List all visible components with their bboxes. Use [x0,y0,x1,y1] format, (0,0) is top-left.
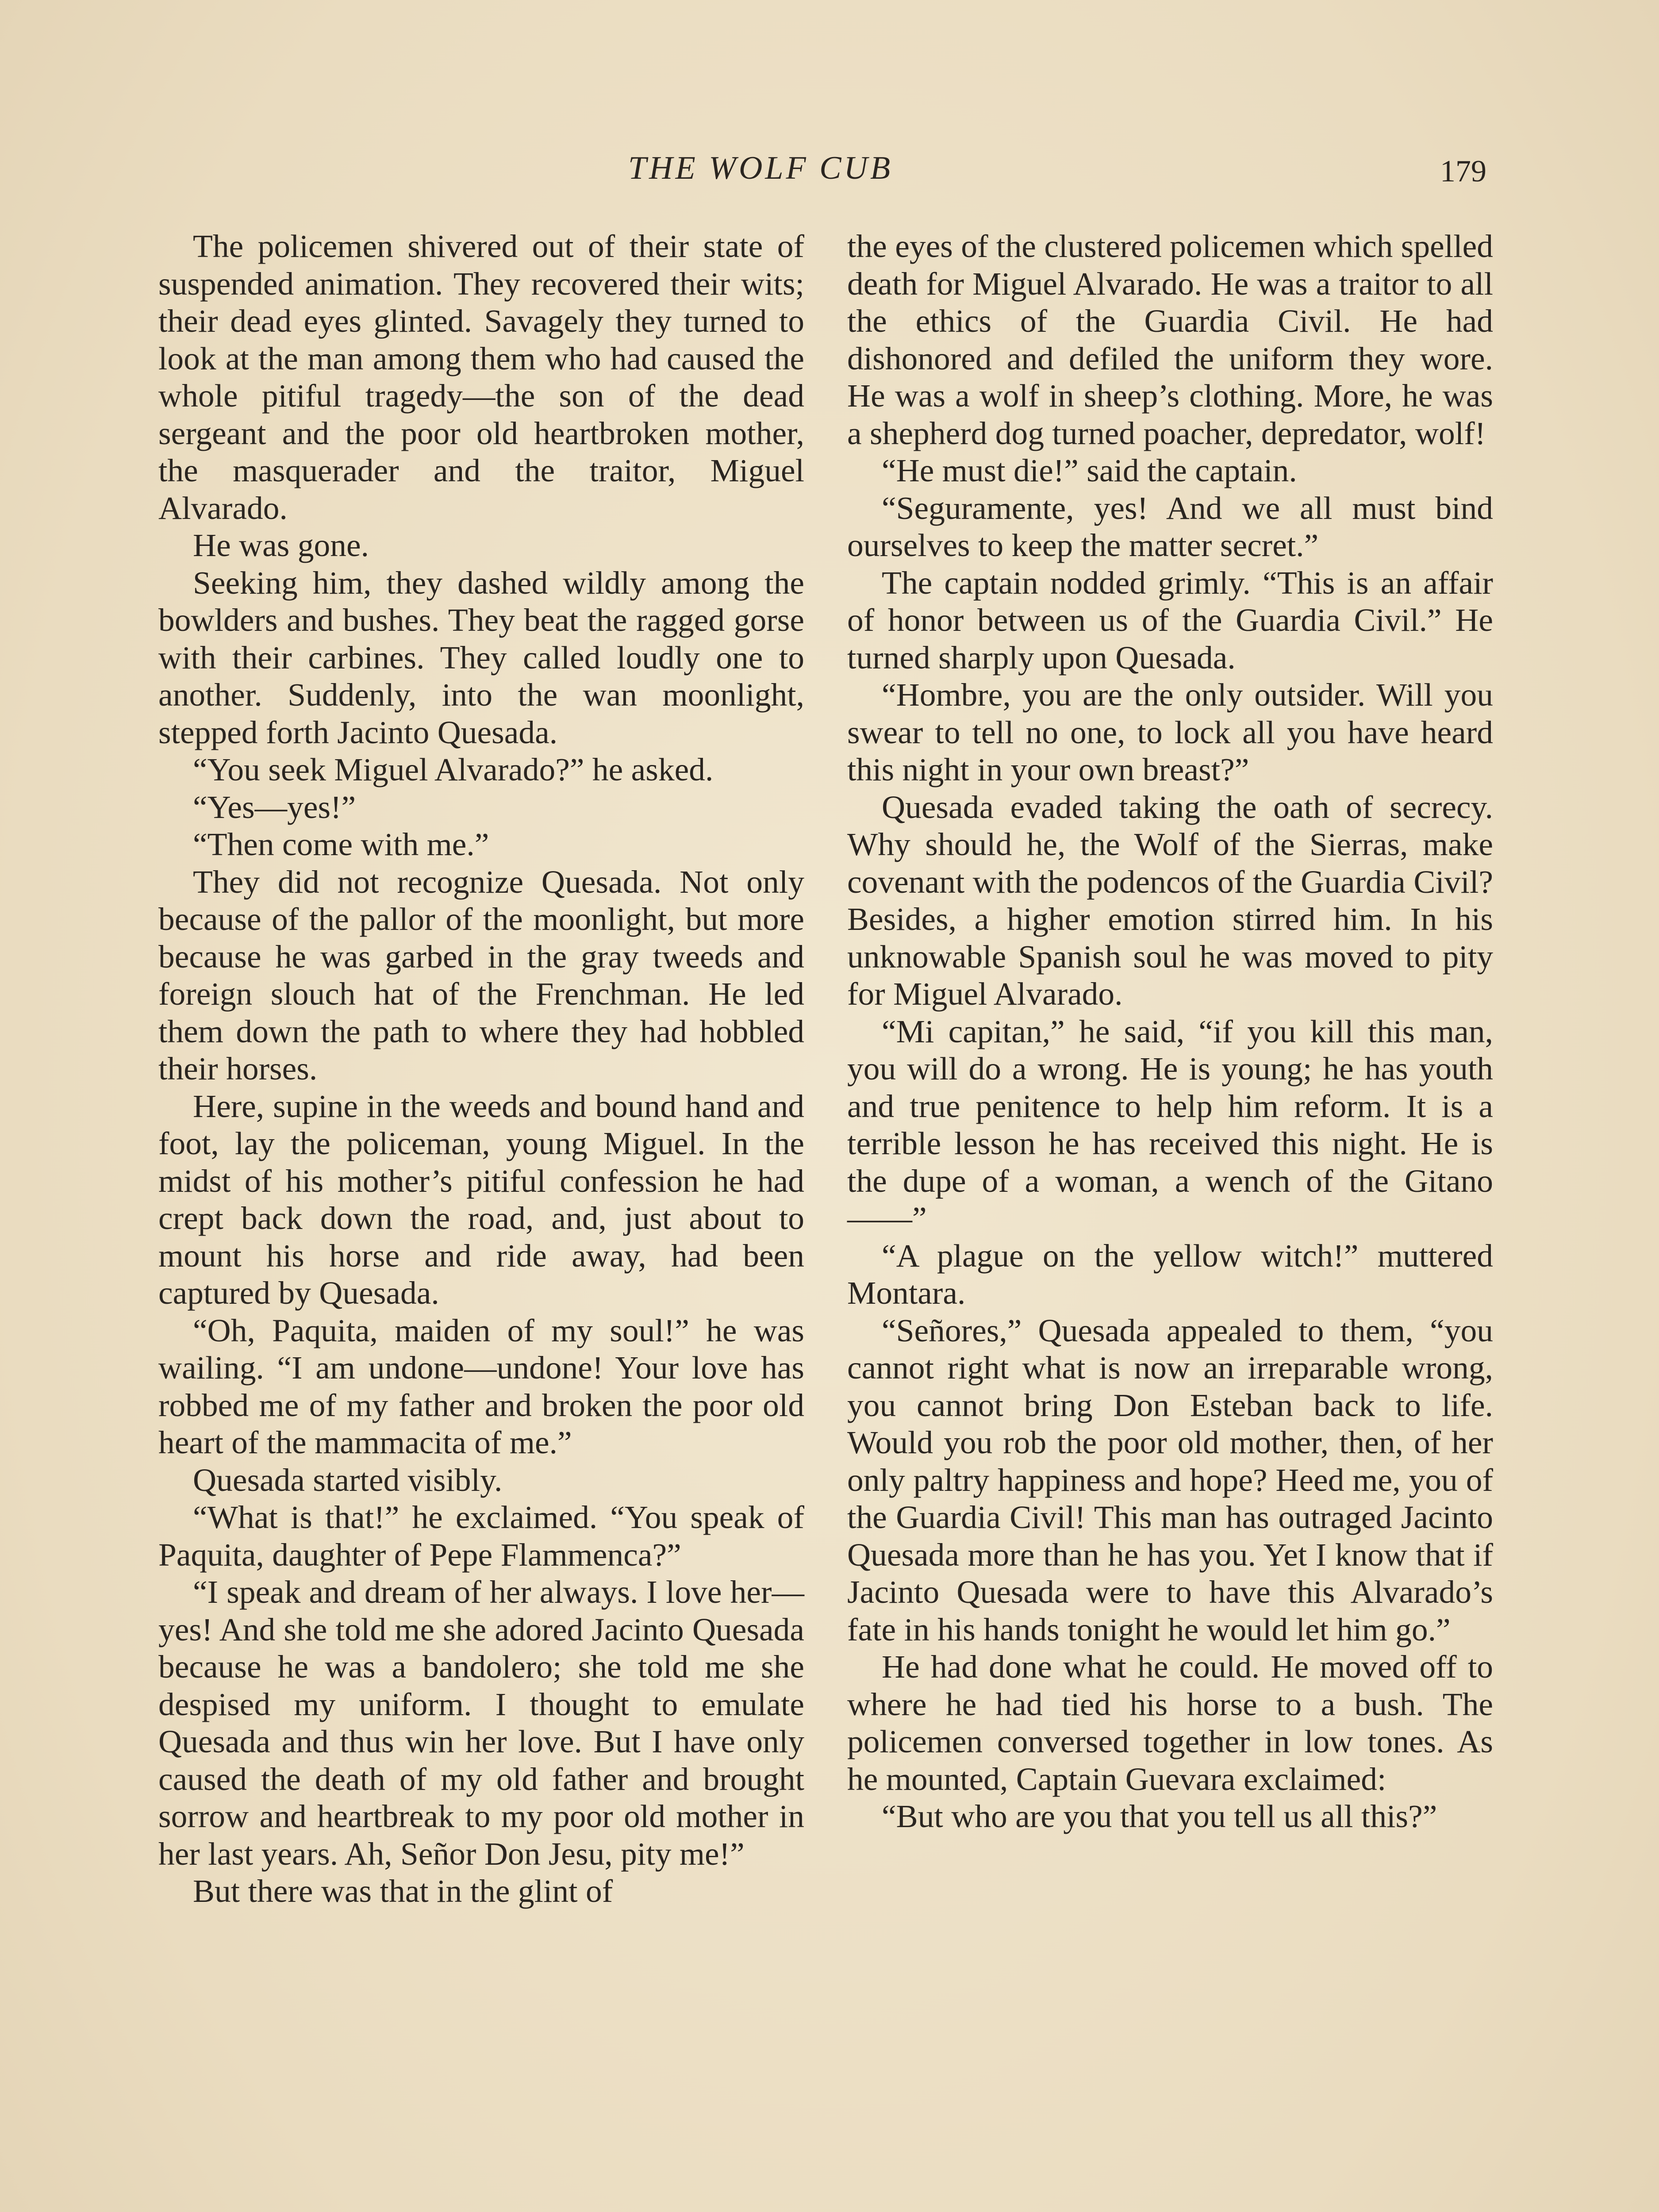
paragraph: “Mi capitan,” he said, “if you kill this man, you will do a wrong. He is young; he has youth and true penitence to help him reform. It is a terrible lesson he has received this night. He is the dupe of a woman, a wench of the Gitano——” [847,1013,1493,1236]
paragraph: “Hombre, you are the only outsider. Will you swear to tell no one, to lock all you have heard this night in your own breast?” [847,677,1493,787]
paragraph: “A plague on the yellow witch!” muttered Montara. [847,1237,1493,1311]
paragraph: “Oh, Paquita, maiden of my soul!” he was wailing. “I am undone—undone! Your love has robbed me of my father and broken the poor old heart of the mammacita of me.” [158,1312,804,1460]
paragraph: “Yes—yes!” [193,789,356,825]
paragraph: Quesada started visibly. [193,1462,503,1498]
paragraph: The captain nodded grimly. “This is an affair of honor between us of the Guardia Civil.” He turned sharply upon Quesada. [847,565,1493,676]
paragraph: “Señores,” Quesada appealed to them, “you cannot right what is now an irreparable wrong, you cannot bring Don Esteban back to life. Would you rob the poor old mother, then, of her only paltry happiness and hope? Heed me, you of the Guardia Civil! This man has outraged Jacinto Quesada more than he has you. Yet I know that if Jacinto Quesada were to have this Alvarado’s fate in his hands tonight he would let him go.” [847,1312,1493,1647]
paragraph: But there was that in the glint of [193,1873,613,1909]
paragraph: “Then come with me.” [193,826,489,862]
paragraph: “What is that!” he exclaimed. “You speak of Paquita, daughter of Pepe Flammenca?” [158,1499,804,1573]
running-head [0,146,1659,190]
paragraph: “But who are you that you tell us all this?” [882,1798,1437,1834]
paragraph: Here, supine in the weeds and bound hand and foot, lay the policeman, young Miguel. In the midst of his mother’s pitiful confession he had crept back down the road, and, just about to mount his horse and ride away, had been captured by Quesada. [158,1088,804,1311]
paragraph: He had done what he could. He moved off to where he had tied his horse to a bush. The policemen conversed together in low tones. As he mounted, Captain Guevara exclaimed: [847,1649,1493,1797]
paragraph: They did not recognize Quesada. Not only because of the pallor of the moonlight, but more because he was garbed in the gray tweeds and foreign slouch hat of the Frenchman. He led them down the path to where they had hobbled their horses. [158,864,804,1087]
paragraph: The policemen shivered out of their state of suspended animation. They recovered their wits; their dead eyes glinted. Savagely they turned to look at the man among them who had caused the whole pitiful tragedy—the son of the dead sergeant and the poor old heartbroken mother, the masquerader and the traitor, Miguel Alvarado. [158,228,804,526]
page-number: 179 [1440,154,1486,188]
running-title: THE WOLF CUB [628,150,893,186]
paragraph: He was gone. [193,527,369,563]
paragraph: “He must die!” said the captain. [882,453,1297,488]
left-column [158,228,804,1910]
paragraph: Quesada evaded taking the oath of secrecy. Why should he, the Wolf of the Sierras, make covenant with the podencos of the Guardia Civil? Besides, a higher emotion stirred him. In his unknowable Spanish soul he was moved to pity for Miguel Alvarado. [847,789,1493,1012]
paragraph: “You seek Miguel Alvarado?” he asked. [193,752,714,787]
paragraph: the eyes of the clustered policemen which spelled death for Miguel Alvarado. He was a traitor to all the ethics of the Guardia Civil. He had dishonored and defiled the uniform they wore. He was a wolf in sheep’s clothing. More, he was a shepherd dog turned poacher, depredator, wolf! [847,228,1493,451]
paragraph: “Seguramente, yes! And we all must bind ourselves to keep the matter secret.” [847,490,1493,563]
paragraph: “I speak and dream of her always. I love her—yes! And she told me she adored Jacinto Quesada because he was a bandolero; she told me she despised my uniform. I thought to emulate Quesada and thus win her love. But I have only caused the death of my old father and brought sorrow and heartbreak to my poor old mother in her last years. Ah, Señor Don Jesu, pity me!” [158,1574,804,1872]
paragraph: Seeking him, they dashed wildly among the bowlders and bushes. They beat the ragged gorse with their carbines. They called loudly one to another. Suddenly, into the wan moonlight, stepped forth Jacinto Quesada. [158,565,804,750]
right-column [847,228,1493,1836]
